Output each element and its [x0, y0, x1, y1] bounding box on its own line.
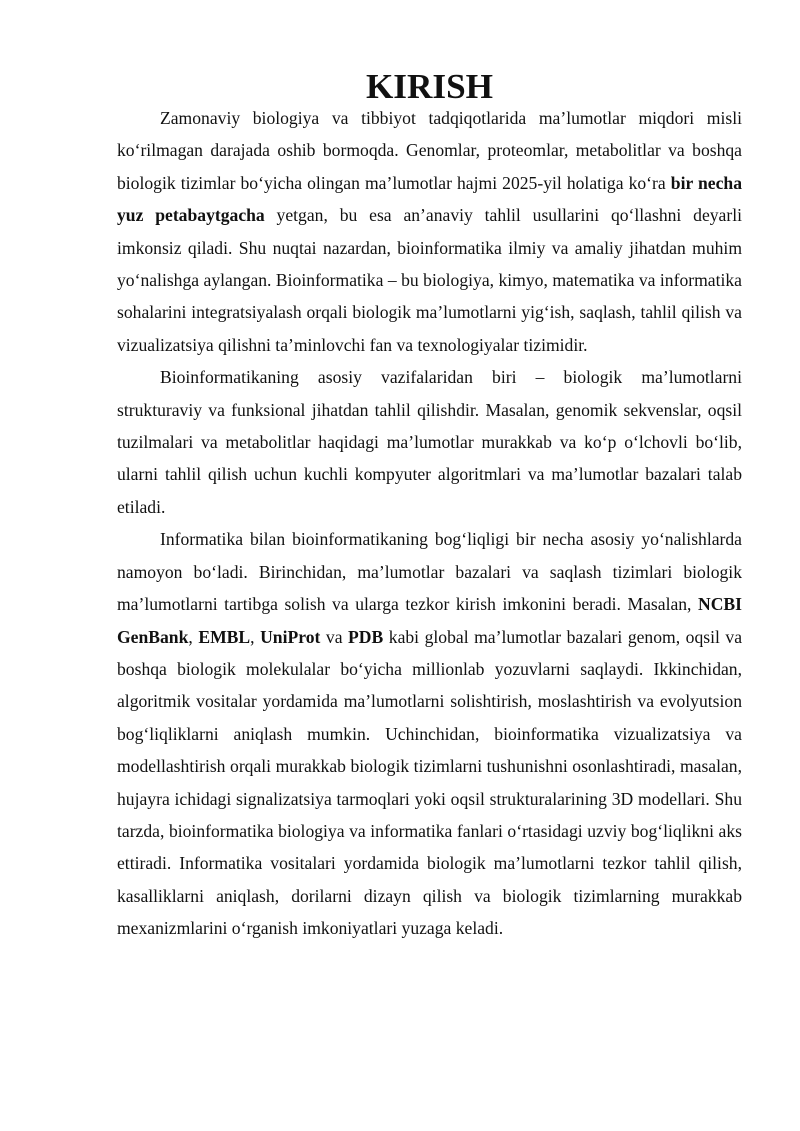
paragraph-text: kabi global ma’lumotlar bazalari genom, oqsil va boshqa biologik molekulalar bo‘yicha millionlab yozuvlarni saqlaydi. Ikkinchidan, algoritmik vositalar yordamida ma’lumotlarni solishtirish, moslashtirish va evolyutsion bog‘liqliklarni aniqlash mumkin. Uchinchidan, bioinformatika vizualizatsiya va modellashtirish orqali murakkab biologik tizimlarni tushunishni osonlashtiradi, masalan, hujayra ichidagi signalizatsiya tarmoqlari yoki oqsil strukturalarining 3D modellari. Shu tarzda, bioinformatika biologiya va informatika fanlari o‘rtasidagi uzviy bog‘liqlikni aks ettiradi. Informatika vositalari yordamida biologik ma’lumotlarni tezkor tahlil qilish, kasalliklarni aniqlash, dorilarni dizayn qilish va biologik tizimlarning murakkab mexanizmlarini o‘rganish imkoniyatlari yuzaga keladi. — [117, 626, 743, 939]
paragraph-informatics-relation — [117, 523, 742, 944]
page-title: KIRISH — [365, 67, 494, 106]
paragraph-text: yetgan, bu esa an’anaviy tahlil usullarini qo‘llashni deyarli imkonsiz qiladi. Shu nuqtai nazardan, bioinformatika ilmiy va amaliy jihatdan muhim yo‘nalishga aylangan. Bioinformatika – bu biologiya, kimyo, matematika va informatika sohalarini integratsiyalash orqali biologik ma’lumotlarni yig‘ish, saqlash, tahlil qilish va vizualizatsiya qilishni ta’minlovchi fan va texnologiyalar tizimidir. — [117, 205, 743, 355]
separator-text: , — [188, 626, 199, 647]
bold-phrase: bir necha yuz petabaytgacha — [117, 172, 743, 226]
paragraph-text: Informatika bilan bioinformatikaning bog‘liqligi bir necha asosiy yo‘nalishlarda namoyon bo‘ladi. Birinchidan, ma’lumotlar bazalari va saqlash tizimlari biologik ma’lumotlarni tartibga solish va ularga tezkor kirish imkonini beradi. Masalan, — [117, 529, 742, 615]
paragraph-text: Zamonaviy biologiya va tibbiyot tadqiqotlarida ma’lumotlar miqdori misli ko‘rilmagan darajada oshib bormoqda. Genomlar, proteomlar, metabolitlar va boshqa biologik tizimlar bo‘yicha olingan ma’lumotlar hajmi 2025-yil holatiga ko‘ra — [117, 108, 742, 193]
database-name-genbank: NCBI GenBank — [117, 594, 742, 647]
separator-text: , — [250, 626, 261, 647]
database-name-uniprot: UniProt — [260, 626, 321, 647]
paragraph-main-tasks: Bioinformatikaning asosiy vazifalaridan biri – biologik ma’lumotlarni strukturaviy va funksional jihatdan tahlil qilishdir. Masalan, genomik sekvenslar, oqsil tuzilmalari va metabolitlar haqidagi ma’lumotlar murakkab va ko‘p o‘lchovli bo‘lib, ularni tahlil qilish uchun kuchli kompyuter algoritmlari va ma’lumotlar bazalari talab etiladi. — [117, 367, 742, 517]
paragraph-introduction — [117, 102, 742, 361]
separator-text: va — [320, 626, 349, 647]
document-page — [117, 67, 743, 945]
database-name-embl: EMBL — [198, 626, 251, 647]
database-name-pdb: PDB — [348, 626, 384, 647]
